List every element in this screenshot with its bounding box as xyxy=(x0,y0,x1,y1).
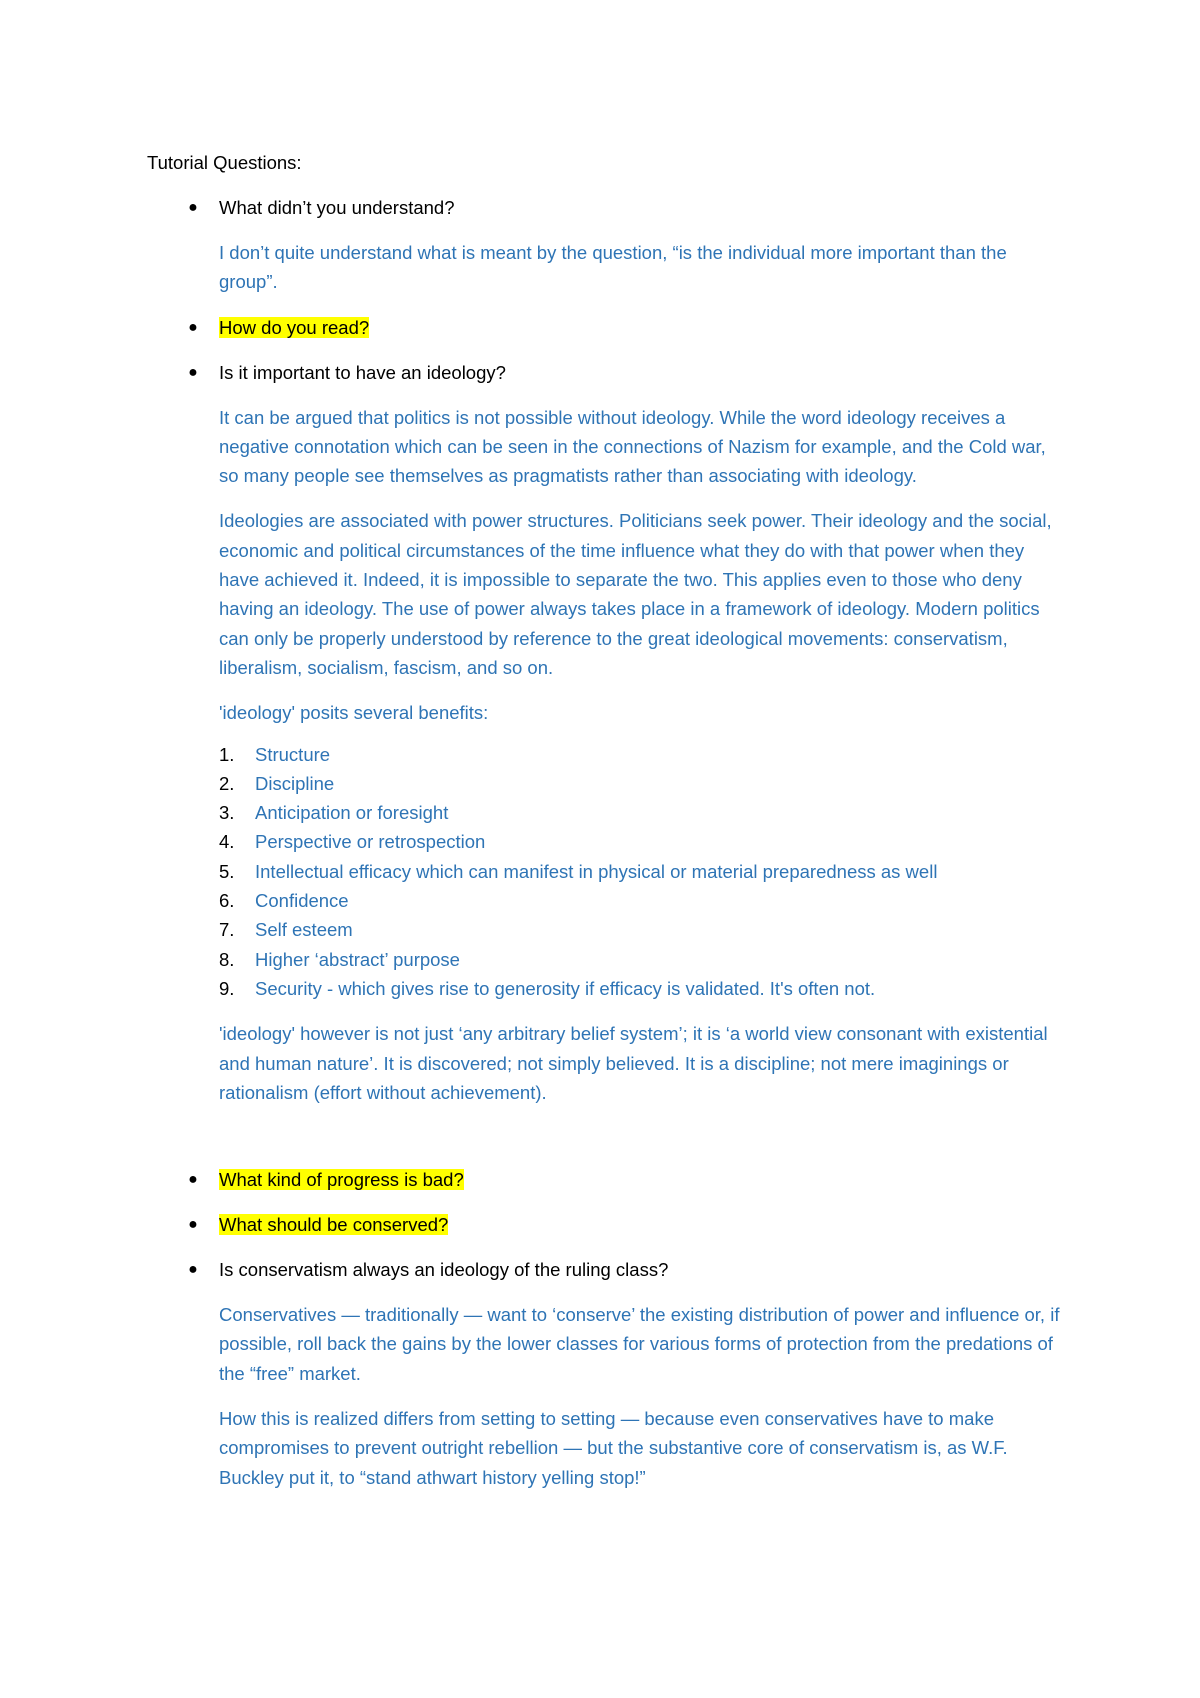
answer-paragraph: It can be argued that politics is not possible without ideology. While the word ideology receives a negative connotation which can be seen in the connections of Nazism for example, and the Cold war, so many people see themselves as pragmatists rather than associating with ideology. xyxy=(219,406,1046,487)
list-item xyxy=(147,827,1067,856)
list-number: 3. xyxy=(219,802,235,824)
bullet-icon: ● xyxy=(188,1171,198,1189)
list-item xyxy=(147,886,1067,915)
list-item-text: Anticipation or foresight xyxy=(255,802,449,824)
list-item-text: Security - which gives rise to generosity if efficacy is validated. It's often not. xyxy=(255,977,876,999)
question-bullet xyxy=(147,1210,1067,1239)
question-bullet xyxy=(147,193,1067,222)
benefits-list xyxy=(147,740,1067,1004)
list-item xyxy=(147,769,1067,798)
list-number: 6. xyxy=(219,890,235,912)
question-bullet xyxy=(147,313,1067,342)
question-bullet xyxy=(147,1165,1067,1194)
bullet-icon: ● xyxy=(188,1216,198,1234)
question-text: Is it important to have an ideology? xyxy=(219,361,506,383)
list-item-text: Structure xyxy=(255,743,331,765)
list-item-text: Self esteem xyxy=(255,919,353,941)
answer-paragraph: I don’t quite understand what is meant by the question, “is the individual more important than the group”. xyxy=(219,242,1007,293)
list-item xyxy=(147,857,1067,886)
bullet-icon: ● xyxy=(188,363,198,381)
list-item xyxy=(147,974,1067,1003)
bullet-icon: ● xyxy=(188,199,198,216)
list-item-text: Higher ‘abstract’ purpose xyxy=(255,948,460,970)
list-number: 5. xyxy=(219,860,235,882)
list-item xyxy=(147,915,1067,944)
list-item xyxy=(147,945,1067,974)
list-item xyxy=(147,740,1067,769)
list-number: 8. xyxy=(219,948,235,970)
question-bullet xyxy=(147,1255,1067,1284)
answer-paragraph: Conservatives — traditionally — want to ‘conserve’ the existing distribution of power and influence or, if possible, roll back the gains by the lower classes for various forms of protection from the predations of the “free” market. xyxy=(219,1304,1060,1384)
bullet-icon: ● xyxy=(188,318,198,336)
list-item-text: Discipline xyxy=(255,772,335,794)
list-number: 1. xyxy=(219,743,235,765)
highlighted-question-text: What should be conserved? xyxy=(219,1214,449,1236)
list-item-text: Intellectual efficacy which can manifest in physical or material preparedness as well xyxy=(255,860,938,882)
question-text: Is conservatism always an ideology of the ruling class? xyxy=(219,1259,669,1281)
list-number: 2. xyxy=(219,772,235,794)
list-number: 9. xyxy=(219,977,235,999)
list-item-text: Perspective or retrospection xyxy=(255,831,486,853)
bullet-icon: ● xyxy=(188,1261,198,1279)
list-item-text: Confidence xyxy=(255,890,349,912)
answer-paragraph: Ideologies are associated with power structures. Politicians seek power. Their ideology and the social, economic and political circumstances of the time influence what they do with that power when they have achieved it. Indeed, it is impossible to separate the two. This applies even to those who deny having an ideology. The use of power always takes place in a framework of ideology. Modern politics can only be properly understood by reference to the great ideological movements: conservatism, liberalism, socialism, fascism, and so on. xyxy=(219,510,1052,678)
answer-paragraph: How this is realized differs from setting to setting — because even conservatives have to make compromises to prevent outright rebellion — but the substantive core of conservatism is, as W.F. Buckley put it, to “stand athwart history yelling stop!” xyxy=(219,1408,1008,1488)
document-body xyxy=(147,148,1067,1508)
question-bullet xyxy=(147,358,1067,387)
answer-paragraph: 'ideology' however is not just ‘any arbitrary belief system’; it is ‘a world view consonant with existential and human nature’. It is discovered; not simply believed. It is a discipline; not mere imaginings or rationalism (effort without achievement). xyxy=(219,1023,1048,1103)
question-text: What didn’t you understand? xyxy=(219,197,455,218)
highlighted-question-text: What kind of progress is bad? xyxy=(219,1169,464,1191)
document-title: Tutorial Questions: xyxy=(147,152,302,173)
list-item xyxy=(147,798,1067,827)
answer-paragraph: 'ideology' posits several benefits: xyxy=(219,702,489,724)
highlighted-question-text: How do you read? xyxy=(219,316,370,338)
list-number: 7. xyxy=(219,919,235,941)
list-number: 4. xyxy=(219,831,235,853)
blank-line xyxy=(147,1123,1067,1165)
